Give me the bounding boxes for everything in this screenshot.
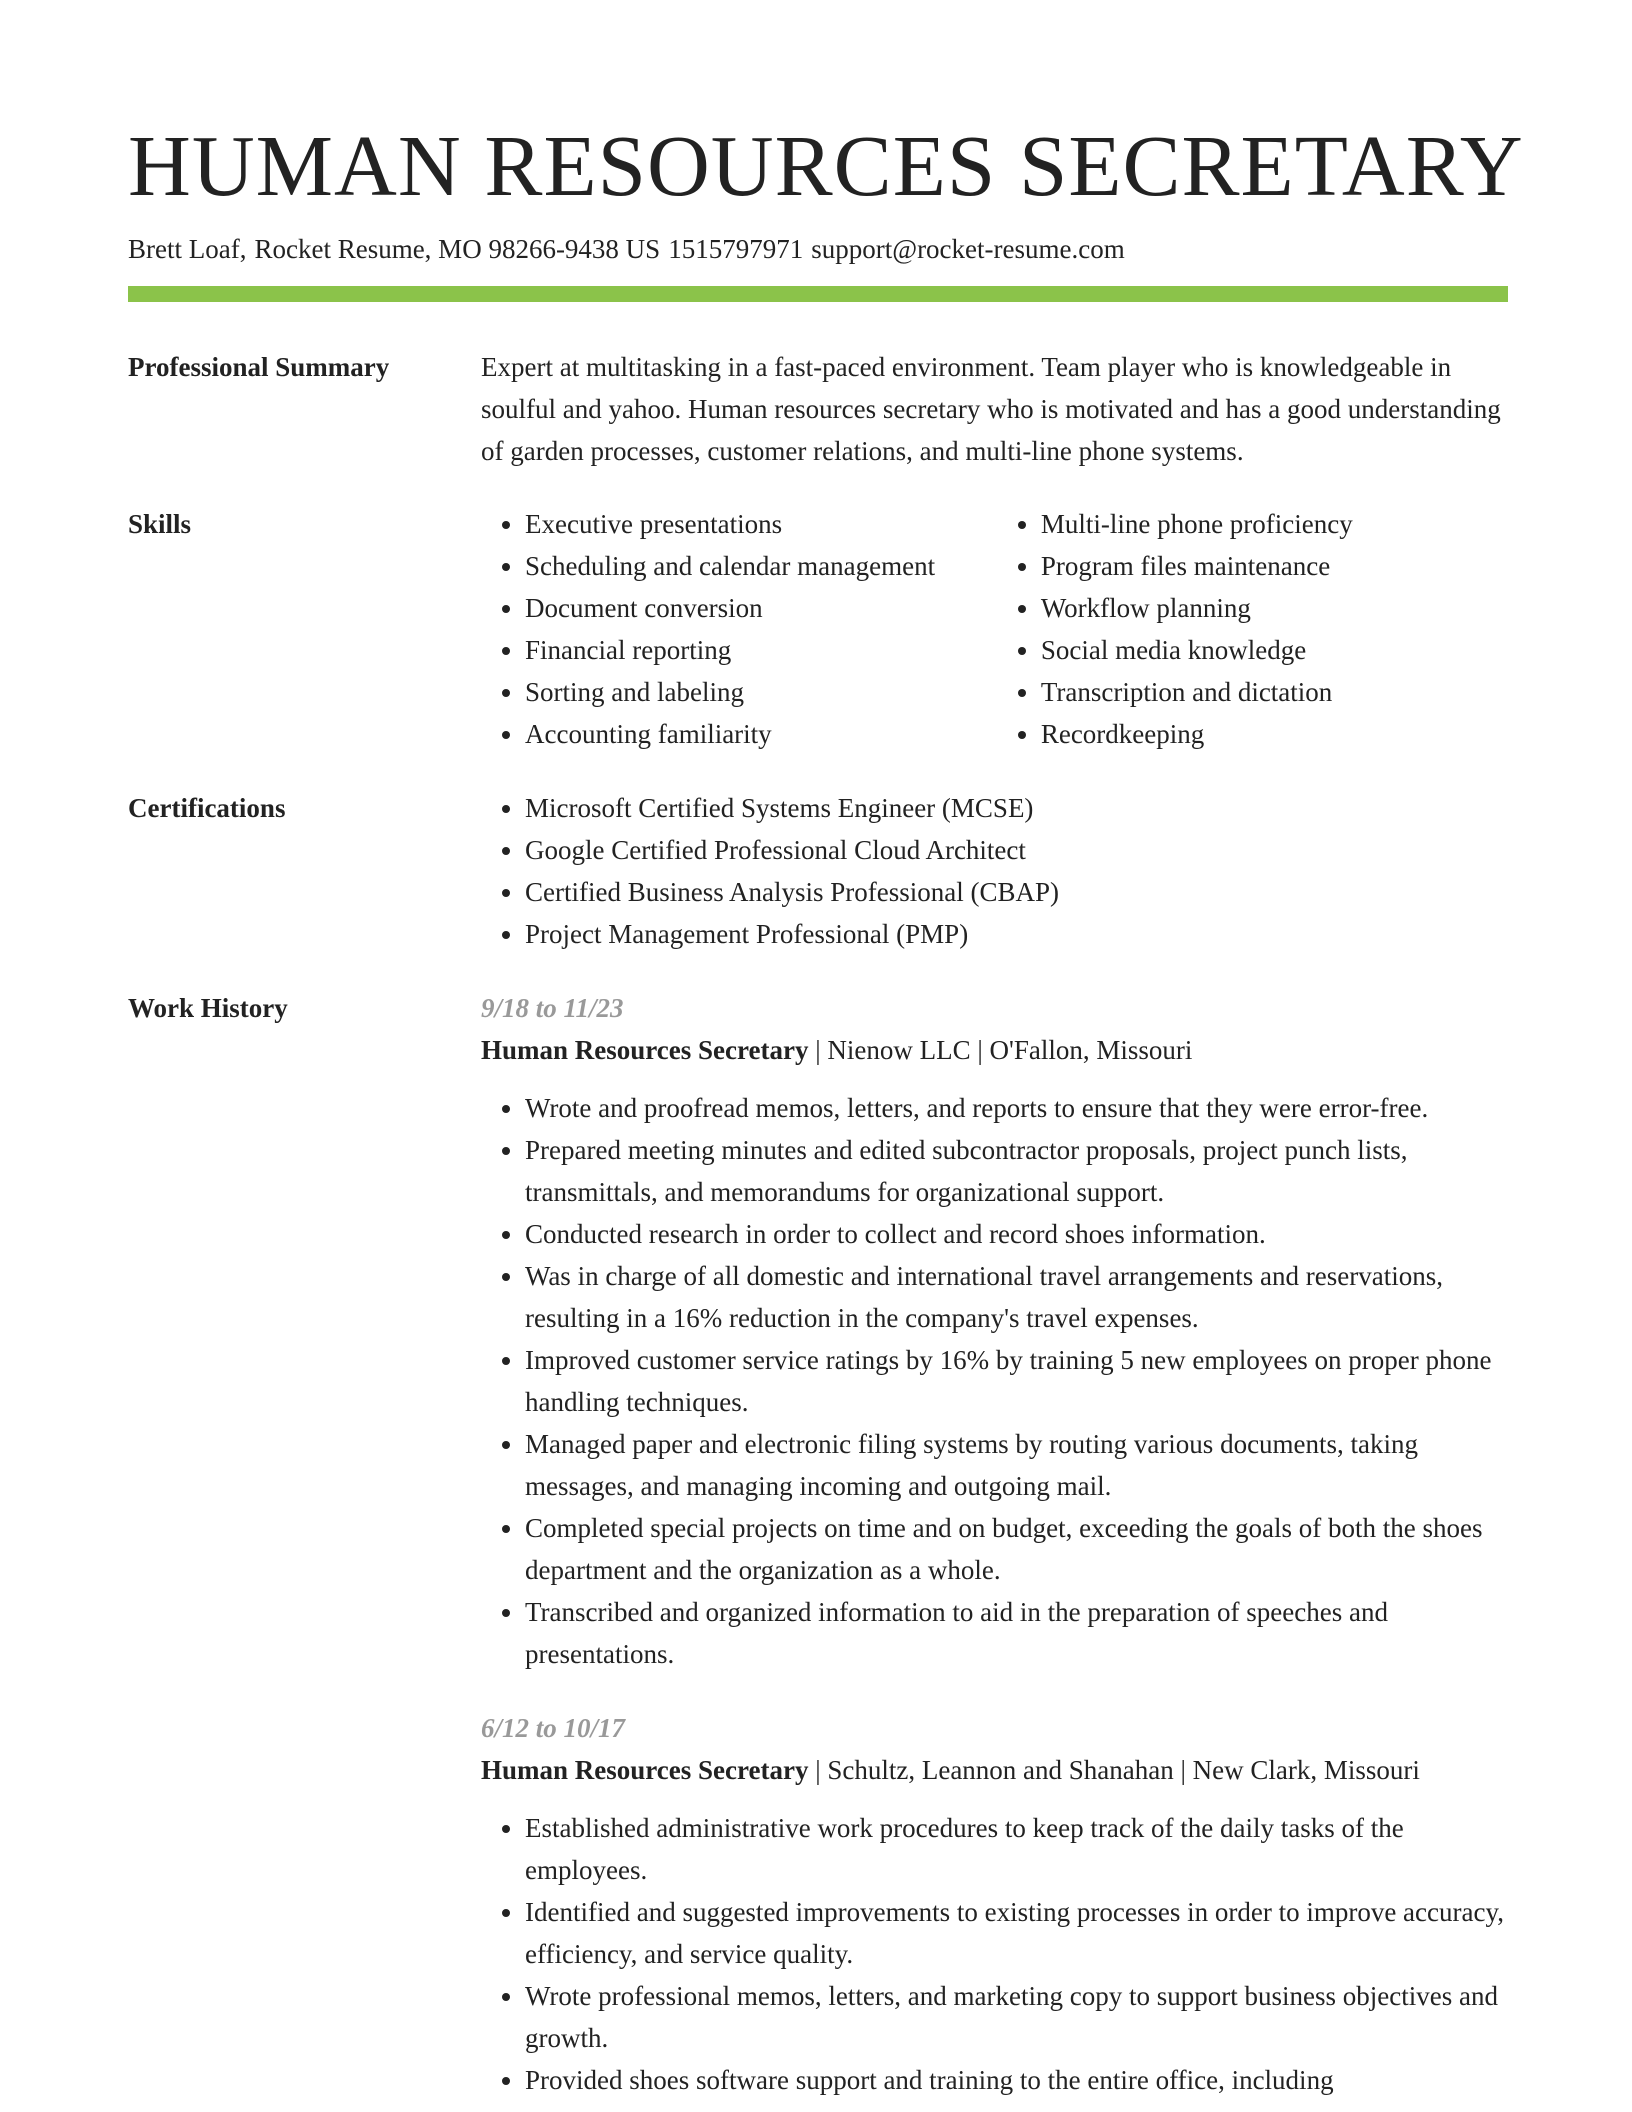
- certification-item: • Microsoft Certified Systems Engineer (MCSE): [525, 787, 1508, 829]
- job-entry: [481, 1707, 1508, 2101]
- certification-item: • Project Management Professional (PMP): [525, 913, 1508, 955]
- contact-address: Rocket Resume, MO 98266-9438 US: [254, 234, 661, 264]
- certification-item: • Certified Business Analysis Professional (CBAP): [525, 871, 1508, 913]
- section-label-summary: Professional Summary: [128, 352, 390, 382]
- summary-text: Expert at multitasking in a fast-paced environment. Team player who is knowledgeable in soulful and yahoo. Human resources secretary who is motivated and has a good understanding of garden processes, customer relations, and multi-line phone systems.: [481, 352, 1501, 466]
- job-bullet: • Transcribed and organized information to aid in the preparation of speeches and presentations.: [525, 1591, 1508, 1675]
- skill-item: • Recordkeeping: [1041, 713, 1508, 755]
- job-dates: 6/12 to 10/17: [481, 1713, 626, 1743]
- job-bullet: • Established administrative work procedures to keep track of the daily tasks of the employees.: [525, 1807, 1508, 1891]
- job-heading: [481, 1029, 1508, 1071]
- skill-item: • Financial reporting: [525, 629, 997, 671]
- resume-title: HUMAN RESOURCES SECRETARY: [128, 117, 1524, 214]
- skill-item: • Document conversion: [525, 587, 997, 629]
- job-heading: [481, 1749, 1508, 1791]
- skills-columns: [481, 503, 1508, 755]
- skill-item: • Multi-line phone proficiency: [1041, 503, 1508, 545]
- certification-item: • Google Certified Professional Cloud Architect: [525, 829, 1508, 871]
- job-spacer: [481, 1675, 1508, 1707]
- skill-item: • Scheduling and calendar management: [525, 545, 997, 587]
- section-label-certifications: Certifications: [128, 793, 286, 823]
- section-label-work-history: Work History: [128, 993, 288, 1023]
- job-bullet: • Provided shoes software support and training to the entire office, including: [525, 2059, 1508, 2101]
- skill-item: • Accounting familiarity: [525, 713, 997, 755]
- skills-list-right: [997, 503, 1508, 755]
- skill-item: • Sorting and labeling: [525, 671, 997, 713]
- job-bullet: • Wrote professional memos, letters, and marketing copy to support business objectives and growth.: [525, 1975, 1508, 2059]
- summary-body: [481, 346, 1508, 472]
- skill-item: • Social media knowledge: [1041, 629, 1508, 671]
- job-entry: [481, 987, 1508, 1675]
- skills-list-left: [481, 503, 997, 755]
- contact-name: Brett Loaf,: [128, 234, 247, 264]
- skill-item: • Program files maintenance: [1041, 545, 1508, 587]
- job-bullet: • Completed special projects on time and on budget, exceeding the goals of both the shoes department and the organization as a whole.: [525, 1507, 1508, 1591]
- job-title: Human Resources Secretary: [481, 1035, 809, 1065]
- accent-divider: [128, 286, 1508, 302]
- job-bullet: • Conducted research in order to collect and record shoes information.: [525, 1213, 1508, 1255]
- job-bullet: • Managed paper and electronic filing systems by routing various documents, taking messages, and managing incoming and outgoing mail.: [525, 1423, 1508, 1507]
- certifications-body: [481, 787, 1508, 955]
- certifications-list: [481, 787, 1508, 955]
- job-title: Human Resources Secretary: [481, 1755, 809, 1785]
- skill-item: • Workflow planning: [1041, 587, 1508, 629]
- job-bullets: [481, 1807, 1508, 2101]
- contact-phone: 1515797971: [668, 234, 804, 264]
- job-bullet: • Prepared meeting minutes and edited subcontractor proposals, project punch lists, transmittals, and memorandums for organizational support.: [525, 1129, 1508, 1213]
- job-bullet: • Identified and suggested improvements to existing processes in order to improve accuracy, efficiency, and service quality.: [525, 1891, 1508, 1975]
- job-details: | Schultz, Leannon and Shanahan | New Clark, Missouri: [808, 1755, 1420, 1785]
- work-history-body: [481, 987, 1508, 2101]
- job-bullets: [481, 1087, 1508, 1675]
- section-label-skills: Skills: [128, 509, 192, 539]
- job-bullet: • Improved customer service ratings by 16% by training 5 new employees on proper phone handling techniques.: [525, 1339, 1508, 1423]
- job-bullet: • Wrote and proofread memos, letters, and reports to ensure that they were error-free.: [525, 1087, 1508, 1129]
- skill-item: • Transcription and dictation: [1041, 671, 1508, 713]
- job-bullet: • Was in charge of all domestic and international travel arrangements and reservations, resulting in a 16% reduction in the company's travel expenses.: [525, 1255, 1508, 1339]
- job-dates: 9/18 to 11/23: [481, 993, 624, 1023]
- job-details: | Nienow LLC | O'Fallon, Missouri: [808, 1035, 1193, 1065]
- skills-body: [481, 503, 1508, 755]
- skill-item: • Executive presentations: [525, 503, 997, 545]
- contact-line: [128, 232, 1133, 267]
- contact-email: support@rocket-resume.com: [811, 234, 1125, 264]
